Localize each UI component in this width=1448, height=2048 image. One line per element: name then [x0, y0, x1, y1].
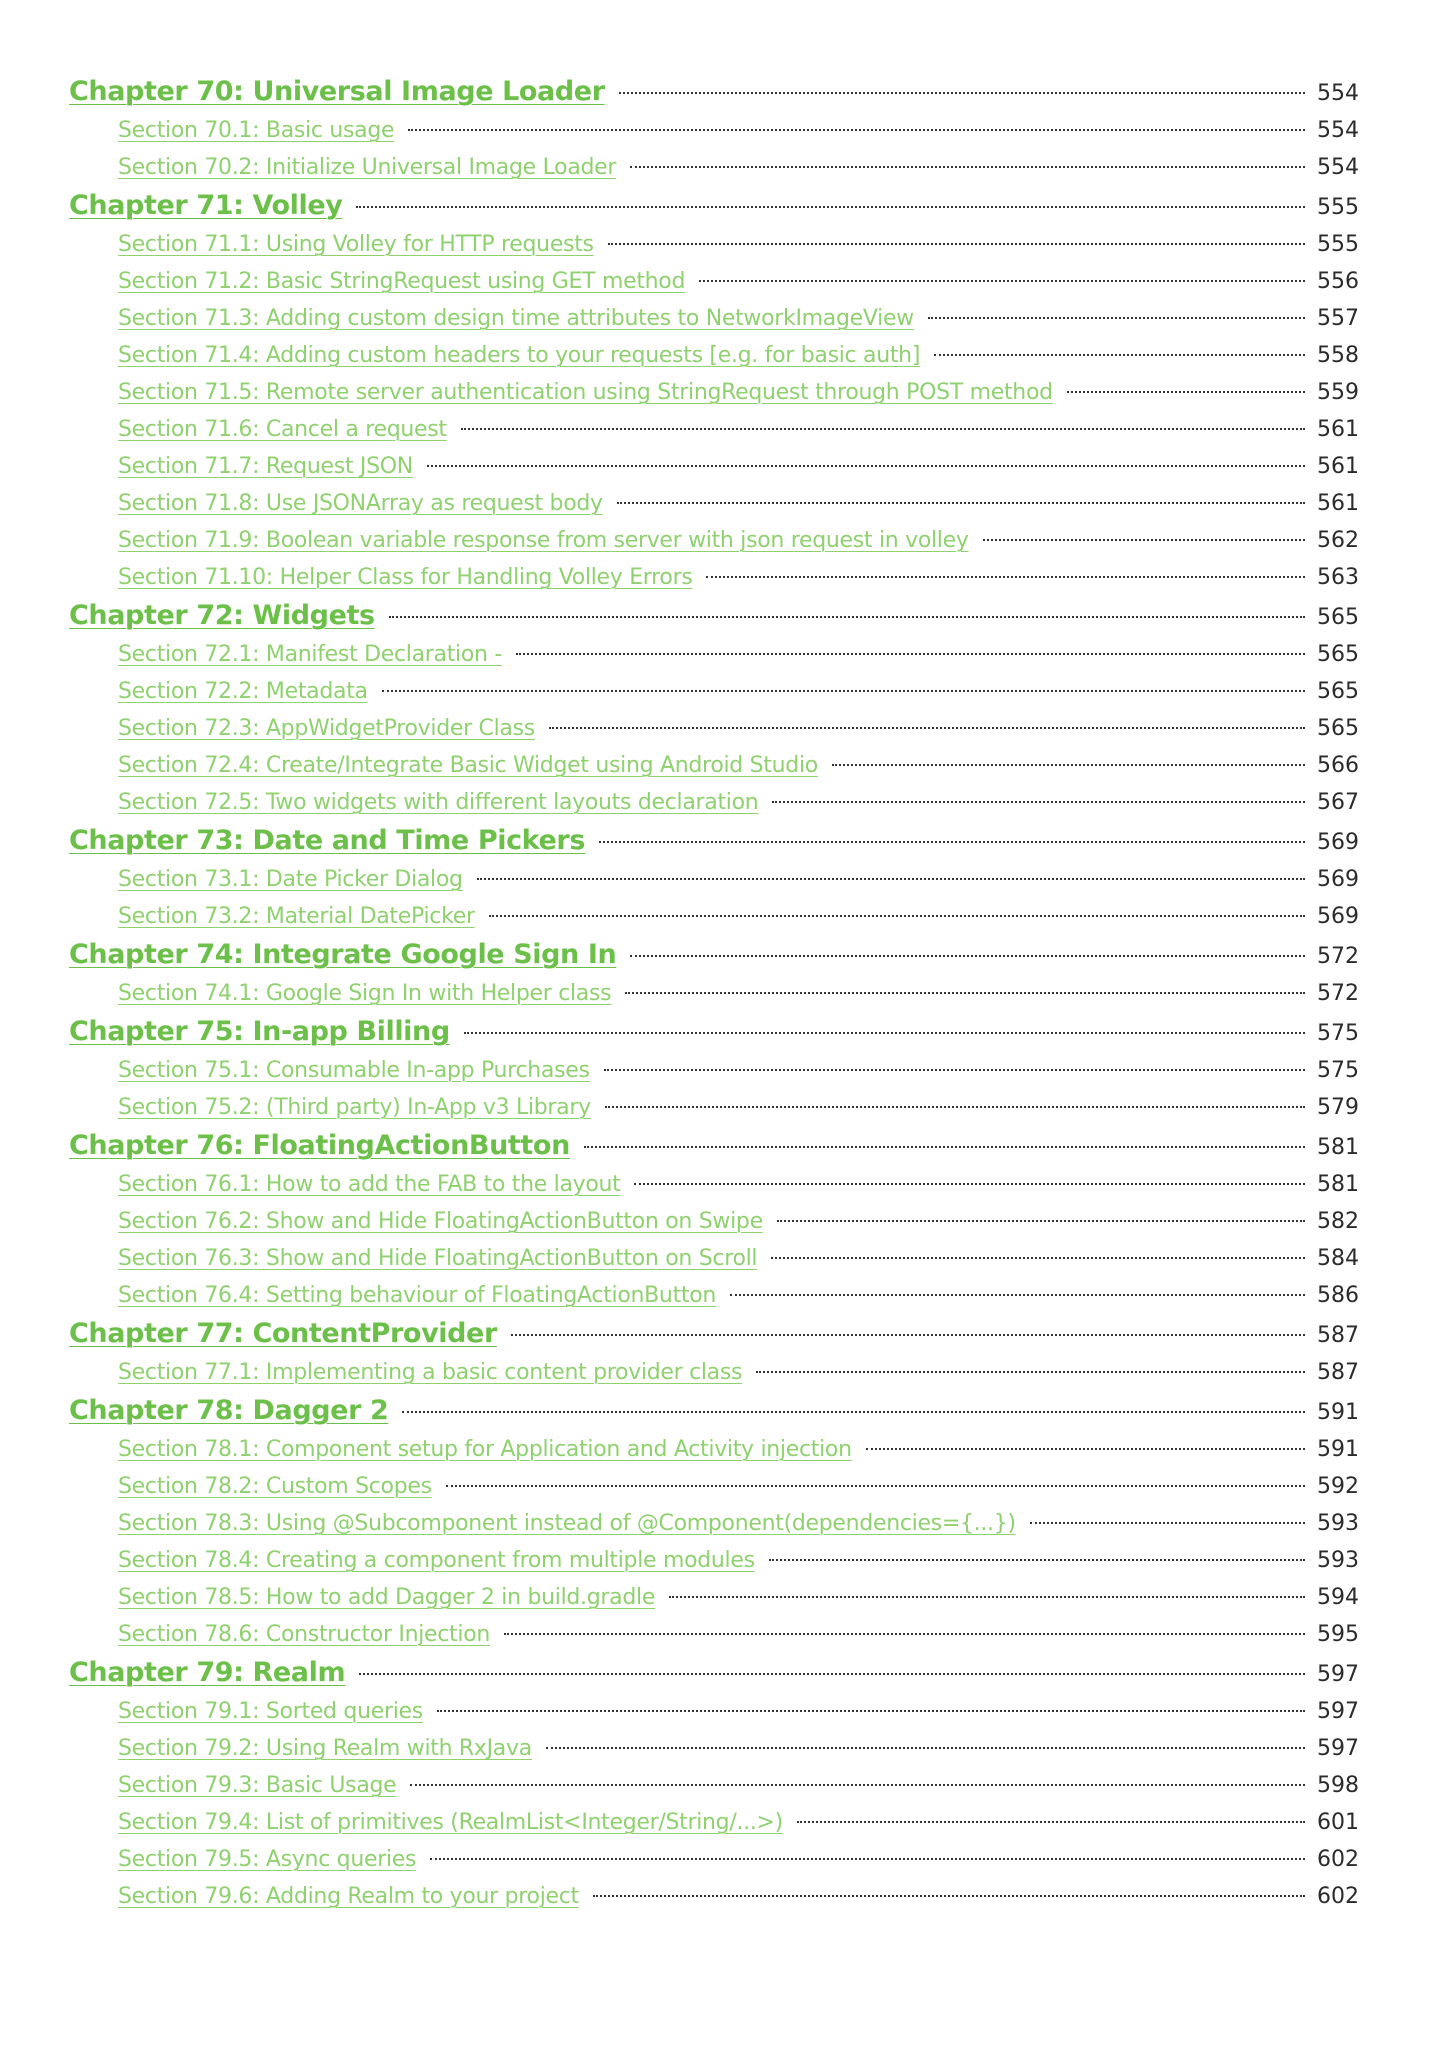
dot-leader: [504, 1633, 1305, 1635]
toc-section-entry: [69, 1767, 1359, 1804]
section-link[interactable]: Section 72.1: Manifest Declaration -: [118, 642, 502, 667]
chapter-link[interactable]: Chapter 75: In-app Billing: [69, 1016, 450, 1047]
chapter-link[interactable]: Chapter 71: Volley: [69, 190, 343, 221]
toc-section-entry: [69, 1841, 1359, 1878]
section-link[interactable]: Section 76.2: Show and Hide FloatingActionButton on Swipe: [118, 1209, 763, 1234]
toc-section-entry: [69, 1052, 1359, 1089]
toc-section-entry: [69, 1240, 1359, 1277]
toc-section-entry: [69, 337, 1359, 374]
section-link[interactable]: Section 72.5: Two widgets with different layouts declaration: [118, 790, 759, 815]
chapter-link[interactable]: Chapter 70: Universal Image Loader: [69, 76, 605, 107]
page-number: 591: [1317, 1400, 1359, 1425]
page-number: 597: [1317, 1662, 1359, 1687]
page-number: 565: [1317, 605, 1359, 630]
section-link[interactable]: Section 79.4: List of primitives (RealmList<Integer/String/...>): [118, 1810, 783, 1835]
section-link[interactable]: Section 79.5: Async queries: [118, 1847, 417, 1872]
dot-leader: [511, 1334, 1305, 1336]
toc-section-entry: [69, 861, 1359, 898]
section-link[interactable]: Section 77.1: Implementing a basic content provider class: [118, 1360, 743, 1385]
page-number: 565: [1317, 679, 1359, 704]
page-number: 579: [1317, 1095, 1359, 1120]
section-link[interactable]: Section 71.5: Remote server authentication using StringRequest through POST method: [118, 380, 1053, 405]
toc-section-entry: [69, 1730, 1359, 1767]
dot-leader: [608, 243, 1305, 245]
chapter-link[interactable]: Chapter 76: FloatingActionButton: [69, 1130, 570, 1161]
page-number: 566: [1317, 753, 1359, 778]
chapter-link[interactable]: Chapter 72: Widgets: [69, 600, 375, 631]
page-number: 593: [1317, 1548, 1359, 1573]
dot-leader: [402, 1411, 1305, 1413]
section-link[interactable]: Section 71.8: Use JSONArray as request body: [118, 491, 603, 516]
dot-leader: [477, 878, 1305, 880]
toc-section-entry: [69, 1203, 1359, 1240]
dot-leader: [1030, 1522, 1305, 1524]
toc-chapter-entry: [69, 821, 1359, 861]
toc-section-entry: [69, 263, 1359, 300]
dot-leader: [489, 915, 1305, 917]
page-number: 562: [1317, 528, 1359, 553]
section-link[interactable]: Section 75.1: Consumable In-app Purchases: [118, 1058, 590, 1083]
section-link[interactable]: Section 70.1: Basic usage: [118, 118, 395, 143]
dot-leader: [437, 1710, 1305, 1712]
section-link[interactable]: Section 75.2: (Third party) In-App v3 Library: [118, 1095, 591, 1120]
page-number: 597: [1317, 1736, 1359, 1761]
dot-leader: [730, 1294, 1305, 1296]
dot-leader: [604, 1069, 1305, 1071]
table-of-contents: [69, 72, 1359, 1915]
dot-leader: [359, 1673, 1305, 1675]
dot-leader: [634, 1183, 1305, 1185]
toc-section-entry: [69, 1166, 1359, 1203]
toc-section-entry: [69, 636, 1359, 673]
section-link[interactable]: Section 71.3: Adding custom design time attributes to NetworkImageView: [118, 306, 914, 331]
page-number: 559: [1317, 380, 1359, 405]
dot-leader: [430, 1858, 1305, 1860]
page-number: 582: [1317, 1209, 1359, 1234]
toc-section-entry: [69, 559, 1359, 596]
section-link[interactable]: Section 78.6: Constructor Injection: [118, 1622, 490, 1647]
dot-leader: [356, 206, 1305, 208]
section-link[interactable]: Section 73.2: Material DatePicker: [118, 904, 475, 929]
dot-leader: [605, 1106, 1305, 1108]
dot-leader: [866, 1448, 1305, 1450]
page-number: 601: [1317, 1810, 1359, 1835]
dot-leader: [617, 502, 1305, 504]
toc-section-entry: [69, 1878, 1359, 1915]
dot-leader: [625, 992, 1305, 994]
toc-chapter-entry: [69, 1012, 1359, 1052]
page-number: 602: [1317, 1884, 1359, 1909]
dot-leader: [593, 1895, 1305, 1897]
section-link[interactable]: Section 71.4: Adding custom headers to your requests [e.g. for basic auth]: [118, 343, 921, 368]
page-number: 598: [1317, 1773, 1359, 1798]
page-number: 556: [1317, 269, 1359, 294]
dot-leader: [832, 764, 1305, 766]
dot-leader: [669, 1596, 1305, 1598]
section-link[interactable]: Section 78.3: Using @Subcomponent instead of @Component(dependencies={...}): [118, 1511, 1016, 1536]
dot-leader: [699, 280, 1305, 282]
dot-leader: [389, 616, 1305, 618]
page-number: 563: [1317, 565, 1359, 590]
toc-section-entry: [69, 898, 1359, 935]
toc-section-entry: [69, 1505, 1359, 1542]
toc-section-entry: [69, 1542, 1359, 1579]
section-link[interactable]: Section 79.3: Basic Usage: [118, 1773, 397, 1798]
dot-leader: [619, 92, 1305, 94]
dot-leader: [630, 166, 1305, 168]
chapter-link[interactable]: Chapter 73: Date and Time Pickers: [69, 825, 586, 856]
page-number: 591: [1317, 1437, 1359, 1462]
dot-leader: [408, 129, 1305, 131]
toc-chapter-entry: [69, 72, 1359, 112]
page-number: 572: [1317, 981, 1359, 1006]
dot-leader: [706, 576, 1305, 578]
toc-section-entry: [69, 1431, 1359, 1468]
dot-leader: [546, 1747, 1305, 1749]
toc-section-entry: [69, 226, 1359, 263]
toc-chapter-entry: [69, 935, 1359, 975]
section-link[interactable]: Section 71.10: Helper Class for Handling Volley Errors: [118, 565, 693, 590]
dot-leader: [983, 539, 1305, 541]
chapter-link[interactable]: Chapter 74: Integrate Google Sign In: [69, 939, 617, 970]
page-number: 557: [1317, 306, 1359, 331]
toc-chapter-entry: [69, 1126, 1359, 1166]
page-number: 593: [1317, 1511, 1359, 1536]
page-number: 554: [1317, 155, 1359, 180]
page-number: 561: [1317, 417, 1359, 442]
page-number: 569: [1317, 867, 1359, 892]
section-link[interactable]: Section 76.3: Show and Hide FloatingActionButton on Scroll: [118, 1246, 758, 1271]
toc-section-entry: [69, 485, 1359, 522]
section-link[interactable]: Section 74.1: Google Sign In with Helper class: [118, 981, 612, 1006]
section-link[interactable]: Section 71.2: Basic StringRequest using GET method: [118, 269, 686, 294]
page-number: 587: [1317, 1360, 1359, 1385]
section-link[interactable]: Section 71.1: Using Volley for HTTP requests: [118, 232, 594, 257]
toc-section-entry: [69, 1468, 1359, 1505]
toc-section-entry: [69, 1804, 1359, 1841]
page-number: 569: [1317, 904, 1359, 929]
toc-section-entry: [69, 448, 1359, 485]
section-link[interactable]: Section 79.2: Using Realm with RxJava: [118, 1736, 532, 1761]
page-number: 592: [1317, 1474, 1359, 1499]
page-number: 572: [1317, 944, 1359, 969]
toc-section-entry: [69, 522, 1359, 559]
dot-leader: [630, 955, 1305, 957]
toc-section-entry: [69, 1693, 1359, 1730]
section-link[interactable]: Section 70.2: Initialize Universal Image Loader: [118, 155, 617, 180]
toc-section-entry: [69, 1616, 1359, 1653]
toc-section-entry: [69, 411, 1359, 448]
toc-chapter-entry: [69, 186, 1359, 226]
section-link[interactable]: Section 76.4: Setting behaviour of FloatingActionButton: [118, 1283, 717, 1308]
dot-leader: [516, 653, 1305, 655]
dot-leader: [382, 690, 1305, 692]
dot-leader: [549, 727, 1305, 729]
page-number: 575: [1317, 1021, 1359, 1046]
dot-leader: [599, 841, 1305, 843]
dot-leader: [772, 801, 1305, 803]
page-number: 595: [1317, 1622, 1359, 1647]
toc-chapter-entry: [69, 1653, 1359, 1693]
section-link[interactable]: Section 72.2: Metadata: [118, 679, 368, 704]
section-link[interactable]: Section 72.3: AppWidgetProvider Class: [118, 716, 535, 741]
page-number: 561: [1317, 491, 1359, 516]
page-number: 602: [1317, 1847, 1359, 1872]
toc-section-entry: [69, 975, 1359, 1012]
page-number: 555: [1317, 232, 1359, 257]
dot-leader: [769, 1559, 1305, 1561]
page-number: 584: [1317, 1246, 1359, 1271]
toc-section-entry: [69, 1354, 1359, 1391]
section-link[interactable]: Section 73.1: Date Picker Dialog: [118, 867, 463, 892]
section-link[interactable]: Section 76.1: How to add the FAB to the layout: [118, 1172, 621, 1197]
dot-leader: [446, 1485, 1305, 1487]
dot-leader: [777, 1220, 1305, 1222]
dot-leader: [427, 465, 1305, 467]
page-number: 569: [1317, 830, 1359, 855]
dot-leader: [584, 1146, 1305, 1148]
page-number: 565: [1317, 642, 1359, 667]
section-link[interactable]: Section 72.4: Create/Integrate Basic Widget using Android Studio: [118, 753, 818, 778]
dot-leader: [1067, 391, 1305, 393]
page-number: 594: [1317, 1585, 1359, 1610]
toc-section-entry: [69, 300, 1359, 337]
page-number: 554: [1317, 118, 1359, 143]
section-link[interactable]: Section 78.2: Custom Scopes: [118, 1474, 432, 1499]
section-link[interactable]: Section 78.4: Creating a component from multiple modules: [118, 1548, 755, 1573]
toc-section-entry: [69, 112, 1359, 149]
section-link[interactable]: Section 71.9: Boolean variable response from server with json request in volley: [118, 528, 969, 553]
toc-chapter-entry: [69, 1391, 1359, 1431]
toc-section-entry: [69, 374, 1359, 411]
section-link[interactable]: Section 78.1: Component setup for Application and Activity injection: [118, 1437, 852, 1462]
section-link[interactable]: Section 71.7: Request JSON: [118, 454, 413, 479]
page-number: 581: [1317, 1172, 1359, 1197]
page-number: 555: [1317, 195, 1359, 220]
dot-leader: [771, 1257, 1305, 1259]
dot-leader: [934, 354, 1305, 356]
page-number: 558: [1317, 343, 1359, 368]
dot-leader: [410, 1784, 1305, 1786]
section-link[interactable]: Section 79.6: Adding Realm to your project: [118, 1884, 579, 1909]
toc-section-entry: [69, 1579, 1359, 1616]
dot-leader: [461, 428, 1305, 430]
toc-chapter-entry: [69, 596, 1359, 636]
dot-leader: [797, 1821, 1305, 1823]
toc-section-entry: [69, 1089, 1359, 1126]
section-link[interactable]: Section 71.6: Cancel a request: [118, 417, 447, 442]
page-number: 575: [1317, 1058, 1359, 1083]
dot-leader: [928, 317, 1305, 319]
page-number: 565: [1317, 716, 1359, 741]
dot-leader: [756, 1371, 1305, 1373]
page-number: 561: [1317, 454, 1359, 479]
toc-chapter-entry: [69, 1314, 1359, 1354]
toc-section-entry: [69, 673, 1359, 710]
chapter-link[interactable]: Chapter 77: ContentProvider: [69, 1318, 497, 1349]
toc-section-entry: [69, 710, 1359, 747]
page-number: 586: [1317, 1283, 1359, 1308]
page-number: 597: [1317, 1699, 1359, 1724]
dot-leader: [464, 1032, 1305, 1034]
chapter-link[interactable]: Chapter 78: Dagger 2: [69, 1395, 389, 1426]
section-link[interactable]: Section 79.1: Sorted queries: [118, 1699, 423, 1724]
page-number: 581: [1317, 1135, 1359, 1160]
page-number: 567: [1317, 790, 1359, 815]
toc-section-entry: [69, 149, 1359, 186]
page-number: 587: [1317, 1323, 1359, 1348]
toc-section-entry: [69, 1277, 1359, 1314]
section-link[interactable]: Section 78.5: How to add Dagger 2 in build.gradle: [118, 1585, 656, 1610]
page-number: 554: [1317, 81, 1359, 106]
toc-section-entry: [69, 747, 1359, 784]
chapter-link[interactable]: Chapter 79: Realm: [69, 1657, 346, 1688]
toc-section-entry: [69, 784, 1359, 821]
